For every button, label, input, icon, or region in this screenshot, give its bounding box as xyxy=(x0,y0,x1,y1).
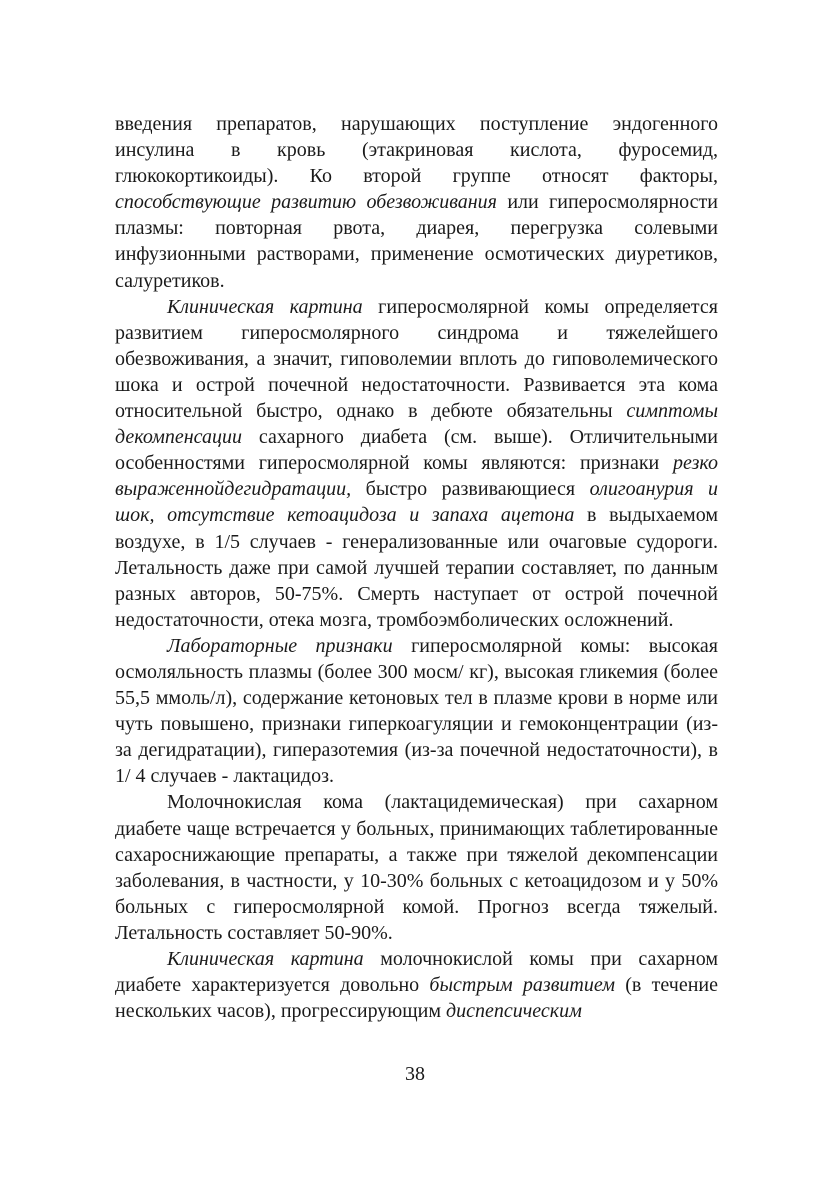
italic-phrase: резко выраженнойдегидратации, xyxy=(115,452,718,501)
text-run: (в течение нескольких часов), прогрессирующим xyxy=(115,974,718,1023)
italic-phrase: способствующие развитию обезвоживания xyxy=(115,191,497,214)
text-run: молочнокислой комы при сахарном диабете характеризуется довольно xyxy=(115,948,718,997)
text-run: в выдыхаемом воздухе, в 1/5 случаев - генерализованные или очаговые судороги. Летальность даже при самой лучшей терапии составляет, по данным разных авторов, 50-75%. Смерть наступает от острой почечной недостаточности, отека мозга, тромбоэмболических осложнений. xyxy=(115,504,718,631)
paragraph xyxy=(115,946,718,1024)
paragraph xyxy=(115,789,718,946)
paragraph xyxy=(115,111,718,294)
text-run: введения препаратов, нарушающих поступление эндогенного инсулина в кровь (этакриновая кислота, фуросемид, глюкокортикоиды). Ко второй группе относят факторы, xyxy=(115,113,718,188)
italic-phrase: Клиническая картина xyxy=(167,295,363,318)
page-number: 38 xyxy=(405,1063,425,1085)
italic-phrase: Лабораторные признаки xyxy=(167,634,393,657)
text-run: гиперосмолярной комы: высокая осмоляльность плазмы (более 300 мосм/ кг), высокая гликемия (более 55,5 ммоль/л), содержание кетоновых тел в плазме крови в норме или чуть повышено, признаки гиперкоагуляции и гемоконцентрации (из-за дегидратации), гиперазотемия (из-за почечной недостаточности), в 1/ 4 случаев - лактацидоз. xyxy=(115,634,718,788)
text-run: гиперосмолярной комы определяется развитием гиперосмолярного синдрома и тяжелейшего обезвоживания, а значит, гиповолемии вплоть до гиповолемического шока и острой почечной недостаточности. Развивается эта кома относительной быстро, однако в дебюте обязательны xyxy=(115,295,718,423)
italic-phrase: диспепсическим xyxy=(446,1000,582,1023)
page-body xyxy=(115,111,718,1024)
italic-phrase: Клиническая картина xyxy=(167,948,364,970)
italic-phrase: быстрым развитием xyxy=(429,974,615,997)
italic-phrase: симптомы декомпенсации xyxy=(115,400,718,449)
paragraph xyxy=(115,294,718,633)
text-run: сахарного диабета (см. выше). Отличительными особенностями гиперосмолярной комы являются: признаки xyxy=(115,426,718,475)
paragraph xyxy=(115,633,718,790)
italic-phrase: олигоанурия и шок, отсутствие кетоацидоза и запаха ацетона xyxy=(115,478,719,527)
text-run: быстро развивающиеся xyxy=(351,478,590,501)
text-run: или гиперосмолярности плазмы: повторная рвота, диарея, перегрузка солевыми инфузионными растворами, применение осмотических диуретиков, салуретиков. xyxy=(115,191,718,292)
text-run: Молочнокислая кома (лактацидемическая) при сахарном диабете чаще встречается у больных, принимающих таблетированные сахароснижающие препараты, а также при тяжелой декомпенсации заболевания, в частности, у 10-30% больных с кетоацидозом и у 50% больных с гиперосмолярной комой. Прогноз всегда тяжелый. Летальность составляет 50-90%. xyxy=(115,791,718,944)
